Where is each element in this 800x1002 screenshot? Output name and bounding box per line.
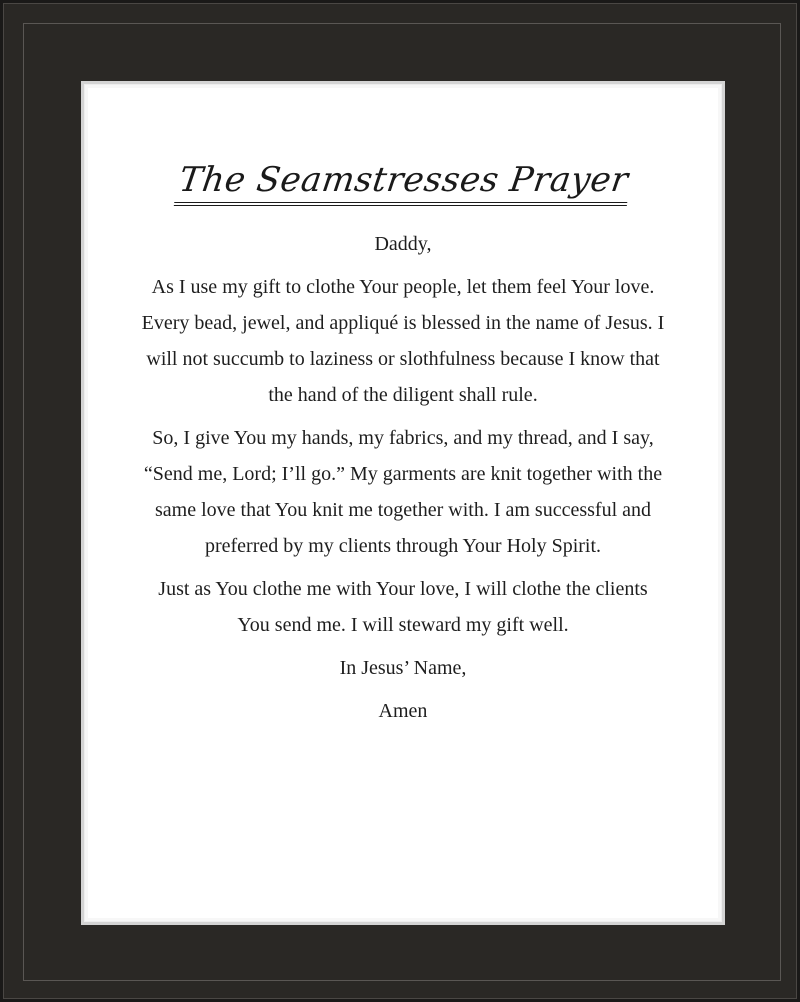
prayer-title [88, 160, 718, 206]
salutation: Daddy, [374, 233, 432, 255]
paragraph-2: So, I give You my hands, my fabrics, and my thread, and I say, “Send me, Lord; I’ll go.” My garments are knit together with the same love that You knit me together with. I am successful and preferred by my clients through Your Holy Spirit. [143, 427, 663, 557]
prayer-paper [88, 88, 718, 918]
prayer-title-text: The Seamstresses Prayer [173, 160, 632, 206]
closing: In Jesus’ Name, [339, 657, 467, 679]
white-mat [81, 81, 725, 925]
paragraph-1: As I use my gift to clothe Your people, let them feel Your love. Every bead, jewel, and appliqué is blessed in the name of Jesus. I will not succumb to laziness or slothfulness because I know that the hand of the diligent shall rule. [141, 276, 665, 406]
prayer-body [140, 226, 666, 736]
amen: Amen [378, 700, 428, 722]
paragraph-3: Just as You clothe me with Your love, I will clothe the clients You send me. I will steward my gift well. [158, 578, 648, 636]
